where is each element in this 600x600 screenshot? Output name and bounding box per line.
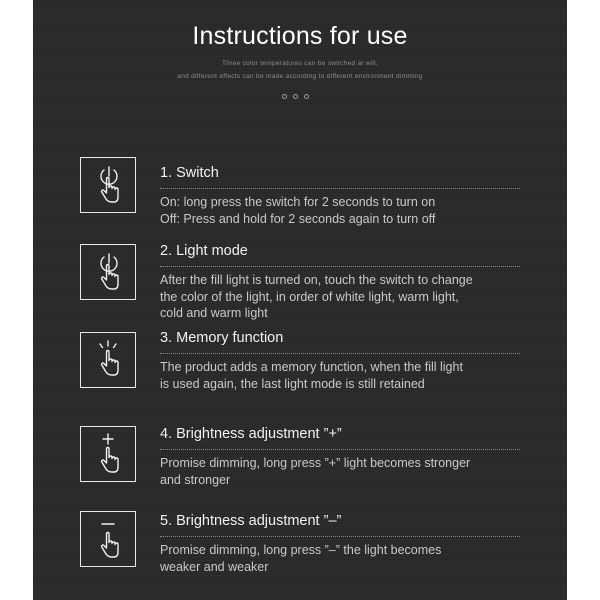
item-heading: 4. Brightness adjustment ”+”: [160, 426, 342, 442]
carousel-dots: [282, 94, 309, 99]
description-line: The product adds a memory function, when the fill light: [160, 360, 463, 374]
divider: [160, 188, 520, 189]
item-heading: 3. Memory function: [160, 330, 284, 346]
description-line: and stronger: [160, 472, 231, 487]
dot-indicator: [304, 94, 309, 99]
divider: [160, 266, 520, 267]
divider: [160, 353, 520, 354]
item-description: [160, 455, 530, 488]
description-line: After the fill light is turned on, touch the switch to change: [160, 273, 473, 287]
item-heading: 1. Switch: [160, 165, 219, 181]
instructions-panel: [33, 0, 567, 600]
description-line: the color of the light, in order of white light, warm light,: [160, 289, 459, 304]
plus-touch-icon: [80, 426, 136, 482]
subtitle-line-2: and different effects can be made according to different environment dimming: [177, 73, 423, 80]
description-line: weaker and weaker: [160, 559, 269, 574]
subtitle-line-1: Three color temperatures can be switched at will,: [222, 60, 378, 67]
description-line: Promise dimming, long press ”+” light becomes stronger: [160, 456, 471, 470]
item-heading: 2. Light mode: [160, 243, 248, 259]
item-description: [160, 194, 530, 227]
dot-indicator: [282, 94, 287, 99]
power-touch-icon: [80, 157, 136, 213]
page-title: Instructions for use: [192, 22, 408, 50]
description-line: Promise dimming, long press ”–” the light becomes: [160, 543, 442, 557]
description-line: cold and warm light: [160, 306, 268, 320]
item-description: [160, 359, 530, 392]
power-touch-icon: [80, 244, 136, 300]
dot-indicator: [293, 94, 298, 99]
tap-sparkle-icon: [80, 332, 136, 388]
divider: [160, 449, 520, 450]
item-heading: 5. Brightness adjustment ”–”: [160, 513, 342, 529]
minus-touch-icon: [80, 511, 136, 567]
item-description: [160, 542, 530, 575]
description-line: Off: Press and hold for 2 seconds again to turn off: [160, 211, 436, 226]
description-line: On: long press the switch for 2 seconds to turn on: [160, 195, 436, 209]
divider: [160, 536, 520, 537]
item-description: [160, 272, 530, 322]
description-line: is used again, the last light mode is still retained: [160, 376, 425, 391]
